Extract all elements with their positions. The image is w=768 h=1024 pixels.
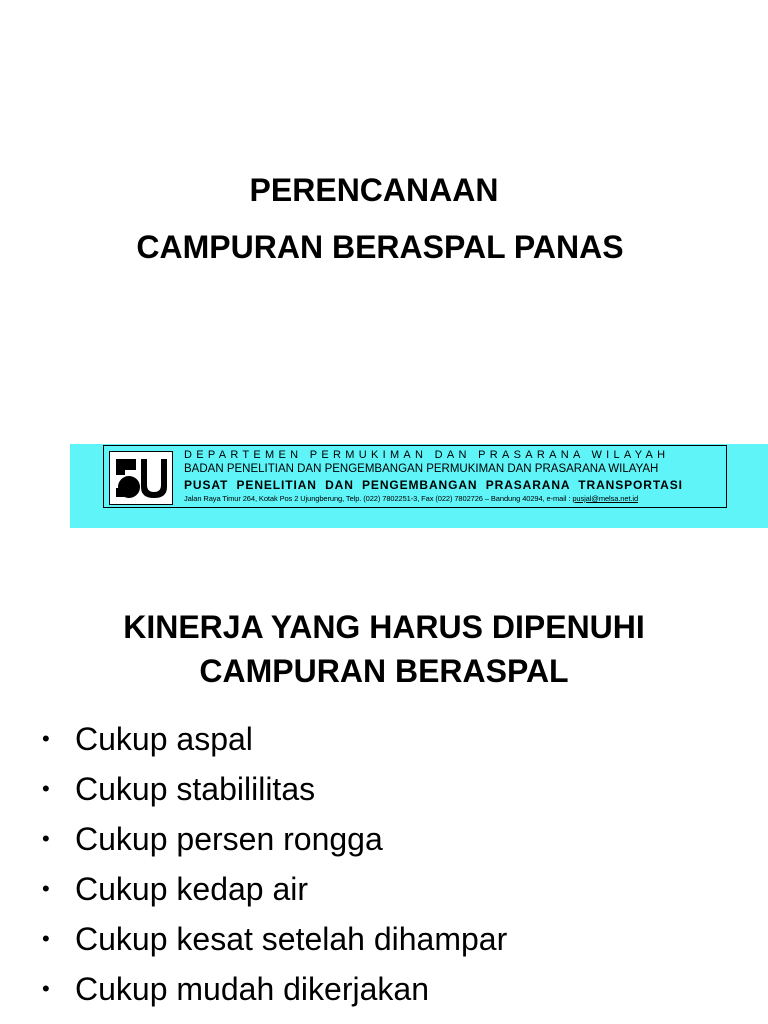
bullet-icon: • [42, 826, 50, 851]
title-line-1: PERENCANAAN [249, 172, 499, 208]
title-line-2: CAMPURAN BERASPAL PANAS [136, 229, 624, 265]
list-item-text: Cukup mudah dikerjakan [75, 971, 429, 1007]
bullet-icon: • [42, 726, 50, 751]
list-item-text: Cukup stabililitas [75, 771, 316, 807]
list-item [42, 814, 507, 864]
section-heading-line-2: CAMPURAN BERASPAL [199, 653, 569, 689]
banner-agency-name: BADAN PENELITIAN DAN PENGEMBANGAN PERMUKIMAN DAN PRASARANA WILAYAH [184, 463, 659, 475]
banner-address [184, 493, 724, 504]
list-item [42, 864, 507, 914]
list-item-text: Cukup kesat setelah dihampar [75, 921, 508, 957]
list-item-text: Cukup kedap air [75, 871, 309, 907]
logo-frame [109, 451, 173, 505]
bullet-icon: • [42, 876, 50, 901]
list-item-text: Cukup persen rongga [75, 821, 383, 857]
bullet-icon: • [42, 776, 50, 801]
banner-address-text: Jalan Raya Timur 264, Kotak Pos 2 Ujungberung, Telp. (022) 7802251-3, Fax (022) 7802726 – Bandung 40294, e-mail : [184, 494, 573, 503]
banner-ministry-name: DEPARTEMEN PERMUKIMAN DAN PRASARANA WILAYAH [184, 449, 670, 461]
bullet-icon: • [42, 926, 50, 951]
list-item-text: Cukup aspal [75, 721, 253, 757]
list-item [42, 764, 507, 814]
list-item [42, 964, 507, 1014]
banner-email-link[interactable]: pusjal@melsa.net.id [572, 494, 639, 503]
banner-text-block [184, 448, 724, 504]
bullet-icon: • [42, 976, 50, 1001]
list-item [42, 714, 507, 764]
banner-frame [103, 445, 727, 508]
list-item [42, 914, 507, 964]
section-heading-line-1: KINERJA YANG HARUS DIPENUHI [123, 609, 645, 645]
banner-center-name: PUSAT PENELITIAN DAN PENGEMBANGAN PRASARANA TRANSPORTASI [184, 478, 683, 492]
requirements-list [42, 714, 507, 1014]
pu-logo-icon [110, 452, 172, 504]
institution-banner [70, 444, 768, 528]
